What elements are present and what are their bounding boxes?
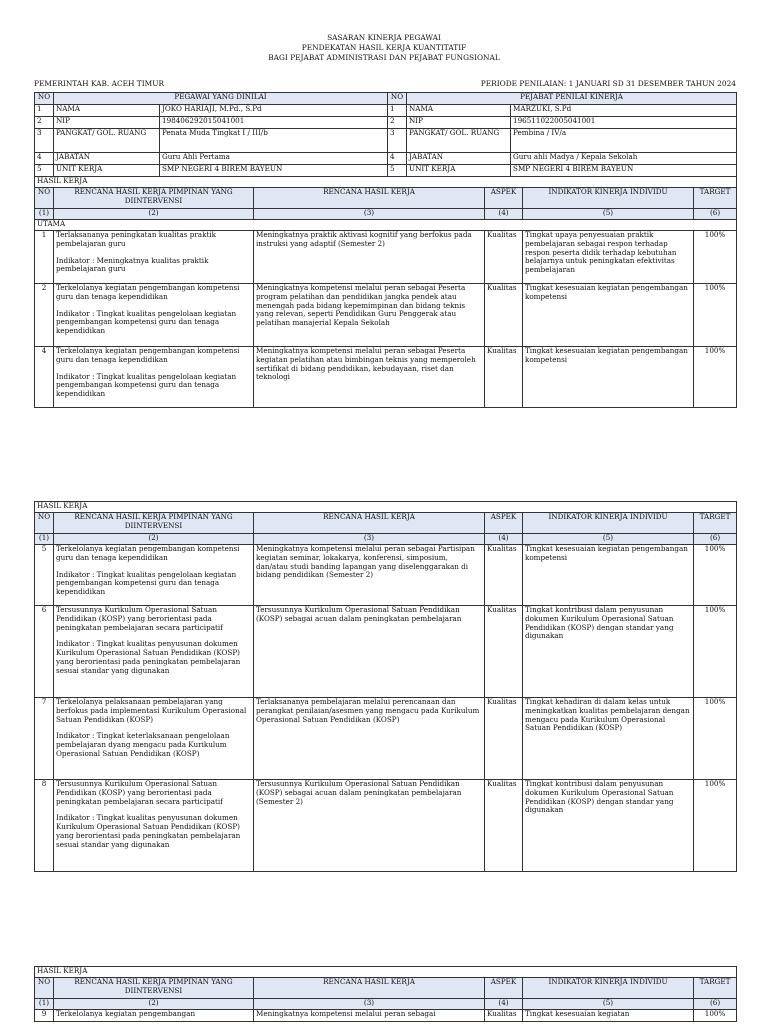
row-rhk: Meningkatnya kompetensi melalui peran sebagai Partisipan kegiatan seminar, lokakarya, konferensi, simposium, dan/atau studi banding lapangan yang diselenggarakan di bidang pendidikan (Semester 2) (254, 545, 485, 606)
info-no: 1 (35, 105, 54, 117)
col-num: (6) (694, 209, 737, 220)
col-num: (5) (523, 999, 694, 1010)
table-row (35, 231, 737, 284)
info-label: NAMA (407, 105, 511, 117)
row-aspek: Kualitas (485, 284, 523, 347)
row-pimpinan (54, 606, 254, 698)
info-table (34, 92, 737, 177)
col-aspek-header: ASPEK (485, 978, 523, 999)
row-rhk: Meningkatnya praktik aktivasi kognitif yang berfokus pada instruksi yang adaptif (Semester 2) (254, 231, 485, 284)
row-aspek: Kualitas (485, 606, 523, 698)
row-target: 100% (694, 231, 737, 284)
pimpinan-indikator: Indikator : Tingkat kualitas pengelolaan kegiatan pengembangan kompetensi guru dan tenaga kependidikan (56, 371, 237, 399)
info-label: PANGKAT/ GOL. RUANG (54, 129, 160, 153)
table-row (35, 545, 737, 606)
col-iki-header: INDIKATOR KINERJA INDIVIDU (523, 188, 694, 209)
row-aspek: Kualitas (485, 698, 523, 780)
table-row (35, 606, 737, 698)
hasil-header-row (35, 978, 737, 999)
title-line-2: PENDEKATAN HASIL KERJA KUANTITATIF (301, 43, 467, 52)
col-num: (6) (694, 999, 737, 1010)
info-no: 3 (388, 129, 407, 153)
table-row (35, 698, 737, 780)
row-no: 8 (35, 780, 54, 872)
row-aspek: Kualitas (485, 347, 523, 408)
col-num: (2) (54, 534, 254, 545)
row-iki: Tingkat kontribusi dalam penyusunan dokumen Kurikulum Operasional Satuan Pendidikan (KOSP) dengan standar yang digunakan (523, 606, 694, 698)
instansi: PEMERINTAH KAB. ACEH TIMUR (34, 79, 165, 88)
title-line-3: BAGI PEJABAT ADMINISTRASI DAN PEJABAT FUNGSIONAL (268, 53, 500, 62)
section-hasil-kerja: HASIL KERJA (35, 177, 737, 188)
row-iki: Tingkat kehadiran di dalam kelas untuk meningkatkan kualitas pembelajaran dengan mengacu pada Kurikulum Operasional Satuan Pendidikan (KOSP) (523, 698, 694, 780)
col-num: (4) (485, 534, 523, 545)
info-right-value: Pembina / IV/a (511, 129, 737, 153)
col-target-header: TARGET (694, 513, 737, 534)
row-rhk: Meningkatnya kompetensi melalui peran sebagai Peserta program pelatihan dan pendidikan jangka pendek atau menengah pada bidang kepemimpinan dan bidang teknis yang relevan, seperti Pendidikan Guru Penggerak atau pelatihan manajerial Kepala Sekolah (254, 284, 485, 347)
pimpinan-text: Tersusunnya Kurikulum Operasional Satuan Pendidikan (KOSP) yang berorientasi pada peningkatan pembelajaran secara participatif (56, 605, 223, 632)
info-label: UNIT KERJA (54, 165, 160, 177)
col-pimpinan-header: RENCANA HASIL KERJA PIMPINAN YANG DIINTERVENSI (54, 513, 254, 534)
info-row (35, 117, 737, 129)
info-no: 2 (388, 117, 407, 129)
info-label: JABATAN (54, 153, 160, 165)
row-pimpinan (54, 780, 254, 872)
col-num: (5) (523, 209, 694, 220)
info-no: 3 (35, 129, 54, 153)
info-row (35, 105, 737, 117)
col-num: (1) (35, 534, 54, 545)
row-pimpinan (54, 347, 254, 408)
col-target-header: TARGET (694, 978, 737, 999)
row-pimpinan (54, 545, 254, 606)
col-num: (3) (254, 534, 485, 545)
row-iki: Tingkat upaya penyesuaian praktik pembelajaran sebagai respon terhadap respon peserta didik terhadap kebutuhan belajarnya untuk peningkatan efektivitas pembelajaran (523, 231, 694, 284)
row-no: 4 (35, 347, 54, 408)
col-num: (3) (254, 209, 485, 220)
row-no: 2 (35, 284, 54, 347)
info-label: UNIT KERJA (407, 165, 511, 177)
col-aspek-header: ASPEK (485, 188, 523, 209)
pimpinan-indikator: Indikator : Tingkat kualitas penyusunan dokumen Kurikulum Operasional Satuan Pendidikan (KOSP) yang berorientasi pada peningkatan pembelajaran sesuai standar yang digunakan (56, 639, 241, 675)
pimpinan-text: Terkelolanya kegiatan pengembangan kompetensi guru dan tenaga kependidikan (56, 346, 240, 364)
info-no-header: NO (35, 93, 54, 105)
info-right-value: Guru ahli Madya / Kepala Sekolah (511, 153, 737, 165)
info-no: 5 (388, 165, 407, 177)
col-aspek-header: ASPEK (485, 513, 523, 534)
table-row (35, 780, 737, 872)
col-num: (2) (54, 209, 254, 220)
meta-row (34, 79, 736, 88)
row-iki: Tingkat kesesuaian kegiatan pengembangan kompetensi (523, 284, 694, 347)
table-row (35, 1010, 737, 1022)
col-num: (1) (35, 209, 54, 220)
hasil-num-row (35, 534, 737, 545)
hasil-num-row (35, 209, 737, 220)
info-no: 1 (388, 105, 407, 117)
row-aspek: Kualitas (485, 545, 523, 606)
col-num: (4) (485, 209, 523, 220)
info-row (35, 165, 737, 177)
pimpinan-text: Terkelolanya kegiatan pengembangan kompetensi guru dan tenaga kependidikan (56, 544, 240, 562)
pimpinan-text: Tersusunnya Kurikulum Operasional Satuan Pendidikan (KOSP) yang berorientasi pada peningkatan pembelajaran secara participatif (56, 779, 223, 806)
col-num: (1) (35, 999, 54, 1010)
hasil-header-row (35, 188, 737, 209)
periode: PERIODE PENILAIAN: 1 JANUARI SD 31 DESEMBER TAHUN 2024 (480, 79, 736, 88)
row-rhk: Tersusunnya Kurikulum Operasional Satuan Pendidikan (KOSP) sebagai acuan dalam peningkatan pembelajaran (Semester 2) (254, 780, 485, 872)
info-no: 5 (35, 165, 54, 177)
pimpinan-indikator: Indikator : Tingkat kualitas penyusunan dokumen Kurikulum Operasional Satuan Pendidikan (KOSP) yang berorientasi pada peningkatan pembelajaran sesuai standar yang digunakan (56, 813, 241, 849)
col-num: (6) (694, 534, 737, 545)
row-rhk: Meningkatnya kompetensi melalui peran sebagai (254, 1010, 485, 1022)
table-row (35, 284, 737, 347)
col-no-header: NO (35, 513, 54, 534)
info-no: 4 (388, 153, 407, 165)
info-no: 2 (35, 117, 54, 129)
info-left-value: Guru Ahli Pertama (160, 153, 388, 165)
info-no: 4 (35, 153, 54, 165)
section-hasil-kerja: HASIL KERJA (35, 502, 737, 513)
info-label: JABATAN (407, 153, 511, 165)
info-right-value: 196511022005041001 (511, 117, 737, 129)
pimpinan-indikator: Indikator : Tingkat kualitas pengelolaan kegiatan pengembangan kompetensi guru dan tenaga kependidikan (56, 569, 237, 597)
row-pimpinan (54, 284, 254, 347)
row-pimpinan (54, 698, 254, 780)
row-iki: Tingkat kesesuaian kegiatan pengembangan kompetensi (523, 347, 694, 408)
col-num: (3) (254, 999, 485, 1010)
row-target: 100% (694, 347, 737, 408)
row-aspek: Kualitas (485, 231, 523, 284)
col-pimpinan-header: RENCANA HASIL KERJA PIMPINAN YANG DIINTERVENSI (54, 188, 254, 209)
hasil-header-row (35, 513, 737, 534)
row-no: 6 (35, 606, 54, 698)
hasil-kerja-table-2 (34, 501, 737, 872)
pimpinan-text: Terkelolanya pelaksanaan pembelajaran yang berfokus pada implementasi Kurikulum Operasional Satuan Pendidikan (KOSP) (56, 697, 247, 724)
row-pimpinan: Terkelolanya kegiatan pengembangan (54, 1010, 254, 1022)
pimpinan-text: Terlaksananya peningkatan kualitas praktik pembelajaran guru (56, 230, 216, 248)
hasil-kerja-table-1 (34, 176, 737, 408)
row-target: 100% (694, 284, 737, 347)
row-pimpinan (54, 231, 254, 284)
col-pimpinan-header: RENCANA HASIL KERJA PIMPINAN YANG DIINTERVENSI (54, 978, 254, 999)
info-right-header: PEJABAT PENILAI KINERJA (407, 93, 737, 105)
pimpinan-indikator: Indikator : Tingkat keterlaksanaan pengelolaan pembelajaran dyang mengacu pada Kurikulum Operasional Satuan Pendidikan (KOSP) (56, 731, 230, 758)
col-rhk-header: RENCANA HASIL KERJA (254, 978, 485, 999)
info-no-header-right: NO (388, 93, 407, 105)
row-aspek: Kualitas (485, 780, 523, 872)
row-target: 100% (694, 606, 737, 698)
row-iki: Tingkat kesesuaian kegiatan pengembangan kompetensi (523, 545, 694, 606)
info-header-row (35, 93, 737, 105)
section-utama: UTAMA (35, 220, 737, 231)
info-left-value: Penata Muda Tingkat I / III/b (160, 129, 388, 153)
col-num: (5) (523, 534, 694, 545)
info-left-value: JOKO HARIAJI, M.Pd., S.Pd (160, 105, 388, 117)
table-row (35, 347, 737, 408)
col-no-header: NO (35, 188, 54, 209)
info-label: NIP (54, 117, 160, 129)
col-rhk-header: RENCANA HASIL KERJA (254, 513, 485, 534)
info-row (35, 153, 737, 165)
document-title (0, 33, 768, 63)
info-row (35, 129, 737, 153)
hasil-num-row (35, 999, 737, 1010)
title-line-1: SASARAN KINERJA PEGAWAI (327, 33, 441, 42)
row-no: 1 (35, 231, 54, 284)
col-iki-header: INDIKATOR KINERJA INDIVIDU (523, 978, 694, 999)
info-label: NAMA (54, 105, 160, 117)
row-rhk: Terlaksananya pembelajaran melalui perencanaan dan perangkat penilaian/asesmen yang mengacu pada Kurikulum Operasional Satuan Pendidikan (KOSP) (254, 698, 485, 780)
row-no: 7 (35, 698, 54, 780)
row-rhk: Meningkatnya kompetensi melalui peran sebagai Peserta kegiatan pelatihan atau bimbingan teknis yang memperoleh sertifikat di bidang pendidikan, kebudayaan, riset dan teknologi (254, 347, 485, 408)
row-no: 9 (35, 1010, 54, 1022)
pimpinan-indikator: Indikator : Tingkat kualitas pengelolaan kegiatan pengembangan kompetensi guru dan tenaga kependidikan (56, 308, 237, 336)
info-right-value: SMP NEGERI 4 BIREM BAYEUN (511, 165, 737, 177)
info-left-value: 198406292015041001 (160, 117, 388, 129)
row-no: 5 (35, 545, 54, 606)
row-rhk: Tersusunnya Kurikulum Operasional Satuan Pendidikan (KOSP) sebagai acuan dalam peningkatan pembelajaran (254, 606, 485, 698)
info-left-value: SMP NEGERI 4 BIREM BAYEUN (160, 165, 388, 177)
col-rhk-header: RENCANA HASIL KERJA (254, 188, 485, 209)
info-label: NIP (407, 117, 511, 129)
info-label: PANGKAT/ GOL. RUANG (407, 129, 511, 153)
pimpinan-indikator: Indikator : Meningkatnya kualitas praktik pembelajaran guru (56, 255, 209, 274)
row-target: 100% (694, 698, 737, 780)
info-right-value: MARZUKI, S.Pd (511, 105, 737, 117)
row-target: 100% (694, 545, 737, 606)
col-num: (2) (54, 999, 254, 1010)
col-no-header: NO (35, 978, 54, 999)
col-num: (4) (485, 999, 523, 1010)
col-target-header: TARGET (694, 188, 737, 209)
row-aspek: Kualitas (485, 1010, 523, 1022)
info-left-header: PEGAWAI YANG DINILAI (54, 93, 388, 105)
section-hasil-kerja: HASIL KERJA (35, 967, 737, 978)
row-iki: Tingkat kesesuaian kegiatan (523, 1010, 694, 1022)
row-target: 100% (694, 780, 737, 872)
hasil-kerja-table-3 (34, 966, 737, 1022)
row-target: 100% (694, 1010, 737, 1022)
row-iki: Tingkat kontribusi dalam penyusunan dokumen Kurikulum Operasional Satuan Pendidikan (KOSP) dengan standar yang digunakan (523, 780, 694, 872)
pimpinan-text: Terkelolanya kegiatan pengembangan kompetensi guru dan tenaga kependidikan (56, 283, 240, 301)
col-iki-header: INDIKATOR KINERJA INDIVIDU (523, 513, 694, 534)
